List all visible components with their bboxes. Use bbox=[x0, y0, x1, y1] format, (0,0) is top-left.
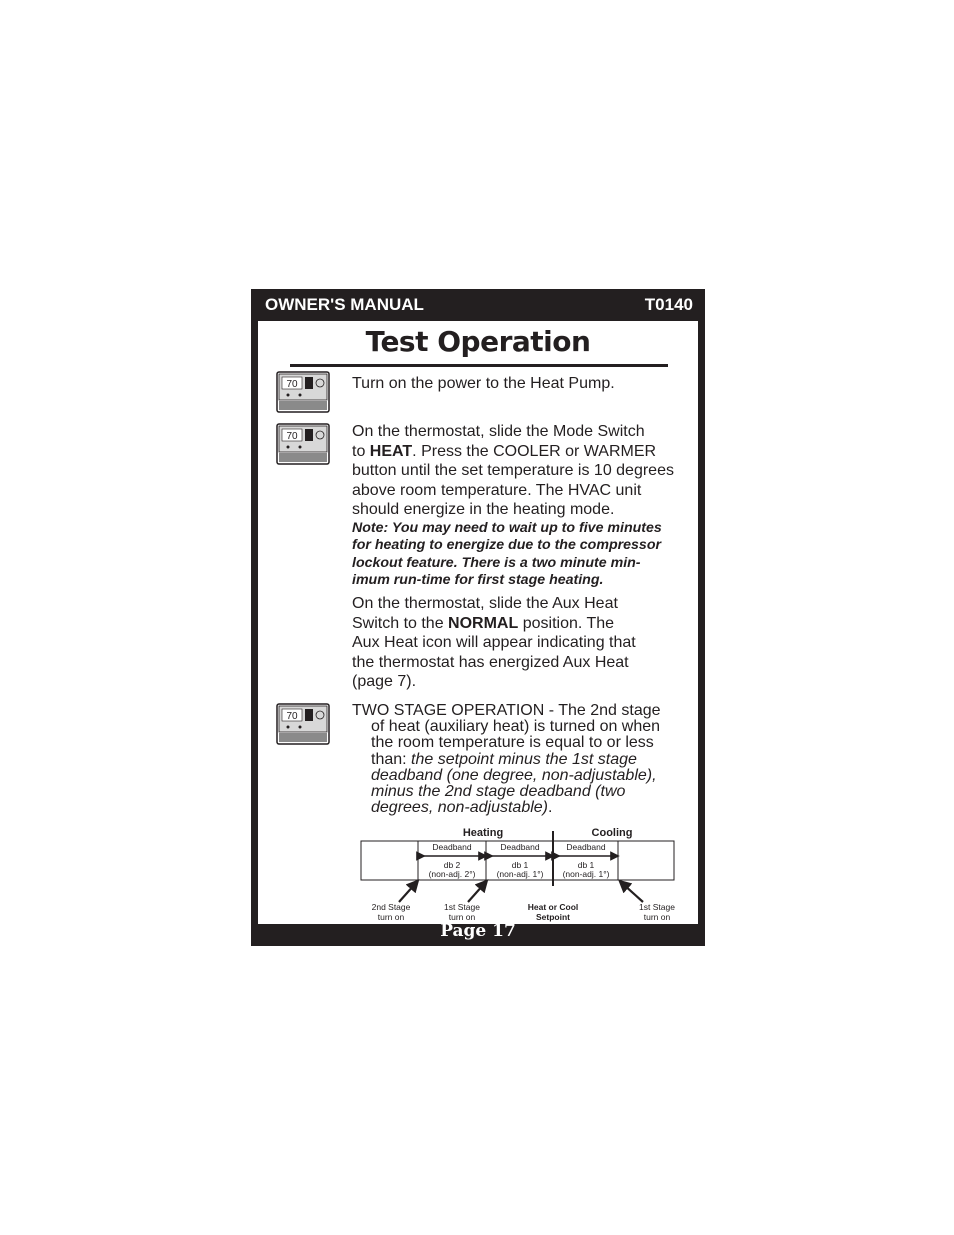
setpoint-label: Heat or Cool bbox=[527, 902, 579, 912]
step-1-text: Turn on the power to the Heat Pump. bbox=[352, 375, 615, 392]
step-4-italic: minus the 2nd stage deadband (two bbox=[371, 783, 626, 801]
step-4-than: than: bbox=[371, 750, 412, 768]
normal-keyword: NORMAL bbox=[448, 614, 519, 632]
step-3-line: the thermostat has energized Aux Heat bbox=[352, 653, 629, 671]
step-4-italic: the setpoint minus the 1st stage bbox=[411, 750, 637, 768]
step-2-text bbox=[352, 422, 674, 590]
step-3-text bbox=[352, 594, 636, 692]
thermostat-icon bbox=[276, 423, 330, 465]
heating-label: Heating bbox=[462, 827, 504, 839]
second-stage-label: 2nd Stage bbox=[371, 902, 411, 912]
thermostat-icon bbox=[276, 703, 330, 745]
db2-sub-label: (non-adj. 2°) bbox=[428, 869, 476, 879]
step-3-rest: position. The bbox=[518, 614, 615, 632]
deadband-label: Deadband bbox=[500, 842, 540, 852]
db1-label: db 1 bbox=[511, 860, 529, 870]
step-2-line: On the thermostat, slide the Mode Switch bbox=[352, 423, 645, 440]
turn-on-label: turn on bbox=[448, 912, 476, 922]
step-2-rest: . Press the COOLER or WARMER bbox=[412, 442, 657, 460]
page-number: Page 17 bbox=[440, 921, 516, 941]
step-3-line bbox=[352, 614, 636, 634]
title-underline bbox=[290, 364, 668, 367]
turn-on-label: turn on bbox=[377, 912, 405, 922]
first-stage-label: 1st Stage bbox=[444, 902, 480, 912]
step-2-note bbox=[352, 520, 674, 590]
manual-page-frame bbox=[251, 289, 705, 946]
step-4-indented bbox=[352, 719, 661, 816]
thermostat-icon bbox=[276, 371, 330, 413]
step-2-line bbox=[352, 442, 674, 462]
step-4-text bbox=[352, 703, 661, 816]
step-4-period: . bbox=[548, 799, 553, 817]
step-4-line: TWO STAGE OPERATION - The 2nd stage bbox=[352, 702, 661, 719]
first-stage-label: 1st Stage bbox=[639, 902, 675, 912]
setpoint-label: Setpoint bbox=[536, 912, 570, 922]
step-2-line: above room temperature. The HVAC unit bbox=[352, 481, 642, 499]
svg-text:70: 70 bbox=[286, 431, 298, 442]
step-3-line: Aux Heat icon will appear indicating that bbox=[352, 634, 636, 651]
note-line: lockout feature. There is a two minute min- bbox=[352, 554, 641, 571]
note-line: for heating to energize due to the compressor bbox=[352, 537, 662, 553]
step-4-line: of heat (auxiliary heat) is turned on when bbox=[371, 718, 661, 736]
db1-sub-label: (non-adj. 1°) bbox=[496, 869, 544, 879]
step-4-line bbox=[371, 752, 661, 768]
header-owners-manual: OWNER'S MANUAL bbox=[265, 295, 424, 314]
svg-text:70: 70 bbox=[286, 379, 298, 390]
svg-text:70: 70 bbox=[286, 711, 298, 722]
deadband-diagram bbox=[351, 824, 681, 924]
step-4-italic: deadband (one degree, non-adjustable), bbox=[371, 766, 657, 784]
db2-label: db 2 bbox=[443, 860, 461, 870]
step-2-line: button until the set temperature is 10 degrees bbox=[352, 462, 674, 479]
step-3-switch: Switch to the bbox=[352, 614, 449, 632]
page-title: Test Operation bbox=[365, 325, 591, 358]
deadband-label: Deadband bbox=[432, 842, 472, 852]
deadband-label: Deadband bbox=[566, 842, 606, 852]
step-4-line: the room temperature is equal to or less bbox=[371, 734, 654, 752]
header-model-number: T0140 bbox=[644, 295, 693, 314]
step-2-line: should energize in the heating mode. bbox=[352, 501, 615, 518]
db1-sub-label: (non-adj. 1°) bbox=[562, 869, 610, 879]
step-4-italic: degrees, non-adjustable) bbox=[371, 799, 549, 817]
note-line: Note: You may need to wait up to five minutes bbox=[352, 519, 662, 536]
db1-label: db 1 bbox=[577, 860, 595, 870]
heat-keyword: HEAT bbox=[369, 442, 413, 460]
turn-on-label: turn on bbox=[643, 912, 671, 922]
note-line: imum run-time for first stage heating. bbox=[352, 572, 604, 588]
step-2-to: to bbox=[352, 442, 370, 460]
step-3-line: (page 7). bbox=[352, 673, 417, 690]
step-3-line: On the thermostat, slide the Aux Heat bbox=[352, 595, 618, 612]
cooling-label: Cooling bbox=[591, 827, 633, 839]
